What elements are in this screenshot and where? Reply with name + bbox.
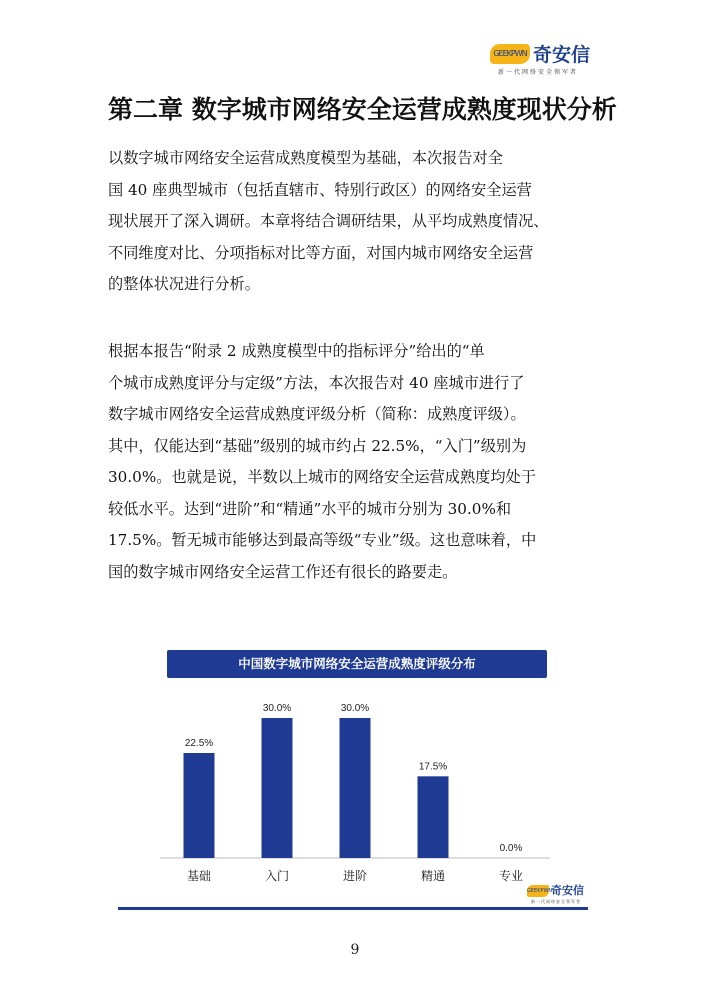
text-line: 30.0%。也就是说，半数以上城市的网络安全运营成熟度均处于 bbox=[108, 468, 536, 486]
text-line: 较低水平。达到“进阶”和“精通”水平的城市分别为 30.0%和 bbox=[108, 499, 512, 518]
footer-logo-brand: 奇安信 bbox=[551, 884, 584, 897]
data-label-3: 30.0% bbox=[340, 703, 370, 714]
text-line: 个城市成熟度评分与定级”方法，本次报告对 40 座城市进行了 bbox=[108, 373, 525, 392]
category-label-3: 进阶 bbox=[342, 869, 368, 883]
text-line: 数字城市网络安全运营成熟度评级分析（简称：成熟度评级）。 bbox=[108, 405, 526, 423]
logo-brand: 奇安信 bbox=[533, 44, 591, 66]
text-line: 不同维度对比、分项指标对比等方面，对国内城市网络安全运营 bbox=[108, 243, 534, 262]
data-label-1: 22.5% bbox=[184, 738, 214, 749]
chart-bottom-rule bbox=[118, 907, 588, 910]
text-line: 根据本报告“附录 2 成熟度模型中的指标评分”给出的“单 bbox=[108, 342, 485, 360]
logo-tagline: 新一代网络安全领军者 bbox=[498, 69, 579, 76]
bar-3 bbox=[340, 718, 371, 858]
data-label-4: 17.5% bbox=[418, 761, 448, 773]
text-line: 国的数字城市网络安全运营工作还有很长的路要走。 bbox=[108, 562, 458, 581]
paragraph-intro bbox=[108, 143, 604, 301]
logo-emblem: GEEKPWN bbox=[490, 44, 530, 64]
footer-logo-tagline: 新一代网络安全领军者 bbox=[531, 899, 581, 904]
bar-2 bbox=[262, 718, 293, 858]
qianxin-logo bbox=[490, 38, 600, 78]
data-label-5: 0.0% bbox=[499, 843, 523, 854]
rating-bar-chart bbox=[160, 690, 550, 895]
text-line: 17.5%。暂无城市能够达到最高等级“专业”级。这也意味着，中 bbox=[108, 531, 537, 549]
footer-qianxin-logo bbox=[527, 882, 597, 906]
text-line: 国 40 座典型城市（包括直辖市、特别行政区）的网络安全运营 bbox=[108, 180, 532, 199]
category-label-2: 入门 bbox=[264, 869, 290, 883]
category-label-5: 专业 bbox=[498, 869, 524, 883]
text-line: 的整体状况进行分析。 bbox=[108, 275, 260, 293]
paragraph-rating bbox=[108, 336, 604, 588]
category-label-1: 基础 bbox=[186, 869, 212, 883]
text-line: 以数字城市网络安全运营成熟度模型为基础，本次报告对全 bbox=[108, 149, 503, 167]
text-line: 现状展开了深入调研。本章将结合调研结果，从平均成熟度情况、 bbox=[108, 212, 549, 230]
chapter-title: 第二章 数字城市网络安全运营成熟度现状分析 bbox=[108, 95, 617, 124]
data-label-2: 30.0% bbox=[262, 703, 292, 714]
bar-1 bbox=[184, 753, 215, 858]
text-line: 其中，仅能达到“基础”级别的城市约占 22.5%，“入门”级别为 bbox=[108, 436, 527, 455]
footer-logo-emblem: GEEKPWN bbox=[527, 885, 549, 897]
page-number: 9 bbox=[350, 942, 360, 958]
bar-4 bbox=[418, 776, 449, 858]
chart-title: 中国数字城市网络安全运营成熟度评级分布 bbox=[167, 650, 547, 678]
chart-canvas bbox=[160, 690, 550, 895]
category-label-4: 精通 bbox=[420, 869, 446, 883]
